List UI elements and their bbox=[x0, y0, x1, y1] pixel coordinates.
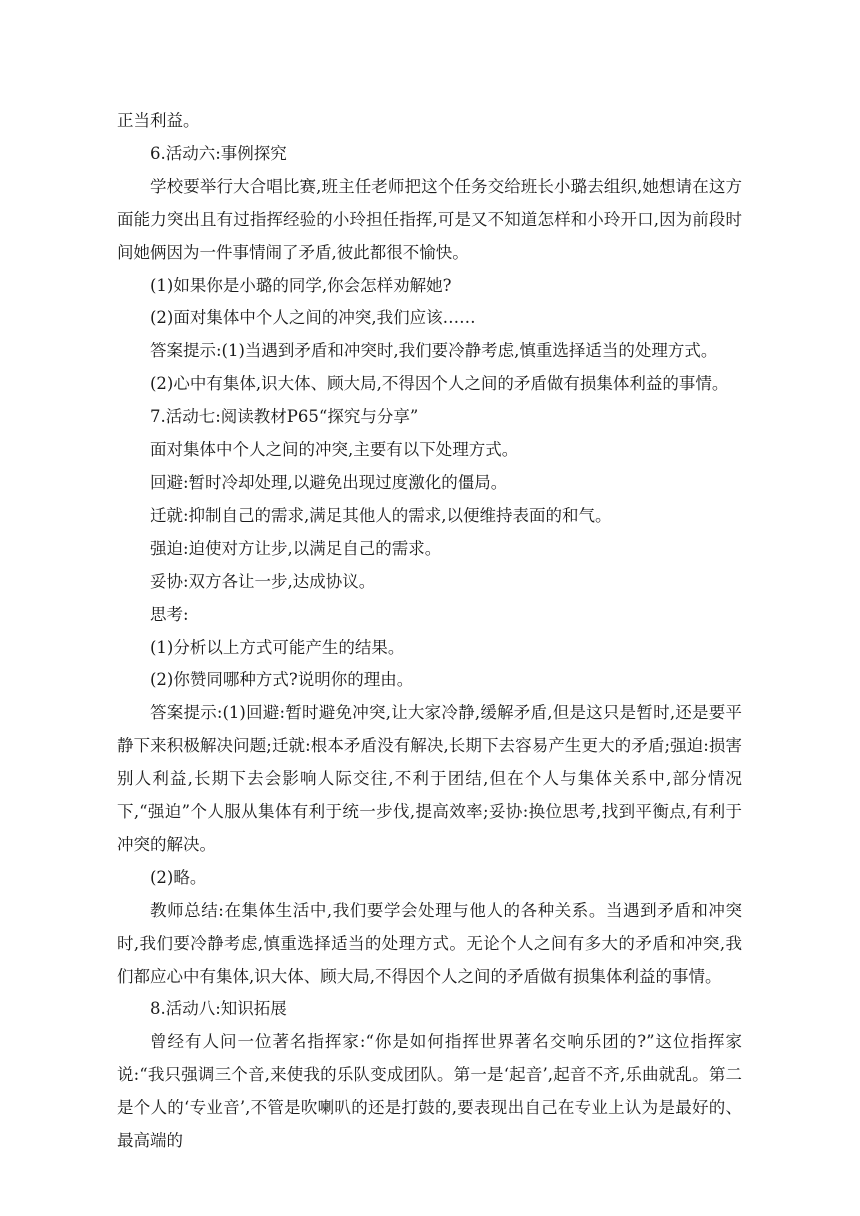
answer-hint: 答案提示:(1)回避:暂时避免冲突,让大家冷静,缓解矛盾,但是这只是暂时,还是要平静下来积极解决问题;迁就:根本矛盾没有解决,长期下去容易产生更大的矛盾;强迫:损害别人利益,长期下去会影响人际交往,不利于团结,但在个人与集体关系中,部分情况下,“强迫”个人服从集体有利于统一步伐,提高效率;妥协:换位思考,找到平衡点,有利于冲突的解决。 bbox=[117, 703, 742, 854]
method-item: 迁就:抑制自己的需求,满足其他人的需求,以便维持表面的和气。 bbox=[150, 505, 612, 525]
paragraph: 面对集体中个人之间的冲突,主要有以下处理方式。 bbox=[150, 440, 519, 460]
method-item: 回避:暂时冷却处理,以避免出现过度激化的僵局。 bbox=[150, 472, 508, 492]
question-item: (1)分析以上方式可能产生的结果。 bbox=[150, 637, 405, 657]
question-item: (2)你赞同哪种方式?说明你的理由。 bbox=[150, 670, 414, 690]
question-item: (2)面对集体中个人之间的冲突,我们应该…… bbox=[150, 308, 476, 328]
think-label: 思考: bbox=[150, 604, 189, 624]
method-item: 妥协:双方各让一步,达成协议。 bbox=[150, 571, 376, 591]
section-heading: 7.活动七:阅读教材P65“探究与分享” bbox=[150, 407, 419, 427]
section-heading: 6.活动六:事例探究 bbox=[150, 143, 287, 163]
section-heading: 8.活动八:知识拓展 bbox=[150, 999, 287, 1019]
question-item: (1)如果你是小璐的同学,你会怎样劝解她? bbox=[150, 275, 452, 295]
answer-hint: 答案提示:(1)当遇到矛盾和冲突时,我们要冷静考虑,慎重选择适当的处理方式。 bbox=[150, 341, 718, 361]
paragraph: 曾经有人问一位著名指挥家:“你是如何指挥世界著名交响乐团的?”这位指挥家说:“我只强调三个音,来使我的乐队变成团队。第一是‘起音’,起音不齐,乐曲就乱。第二是个人的‘专业音’,不管是吹喇叭的还是打鼓的,要表现出自己在专业上认为是最好的、最高端的 bbox=[117, 1032, 742, 1151]
teacher-summary: 教师总结:在集体生活中,我们要学会处理与他人的各种关系。当遇到矛盾和冲突时,我们要冷静考虑,慎重选择适当的处理方式。无论个人之间有多大的矛盾和冲突,我们都应心中有集体,识大体、顾大局,不得因个人之间的矛盾做有损集体利益的事情。 bbox=[117, 900, 742, 986]
paragraph: 学校要举行大合唱比赛,班主任老师把这个任务交给班长小璐去组织,她想请在这方面能力突出且有过指挥经验的小玲担任指挥,可是又不知道怎样和小玲开口,因为前段时间她俩因为一件事情闹了矛盾,彼此都很不愉快。 bbox=[117, 176, 742, 262]
paragraph: 正当利益。 bbox=[117, 111, 200, 130]
answer-item: (2)略。 bbox=[150, 867, 207, 887]
method-item: 强迫:迫使对方让步,以满足自己的需求。 bbox=[150, 538, 442, 558]
document-body bbox=[117, 105, 742, 1158]
answer-item: (2)心中有集体,识大体、顾大局,不得因个人之间的矛盾做有损集体利益的事情。 bbox=[150, 374, 729, 394]
